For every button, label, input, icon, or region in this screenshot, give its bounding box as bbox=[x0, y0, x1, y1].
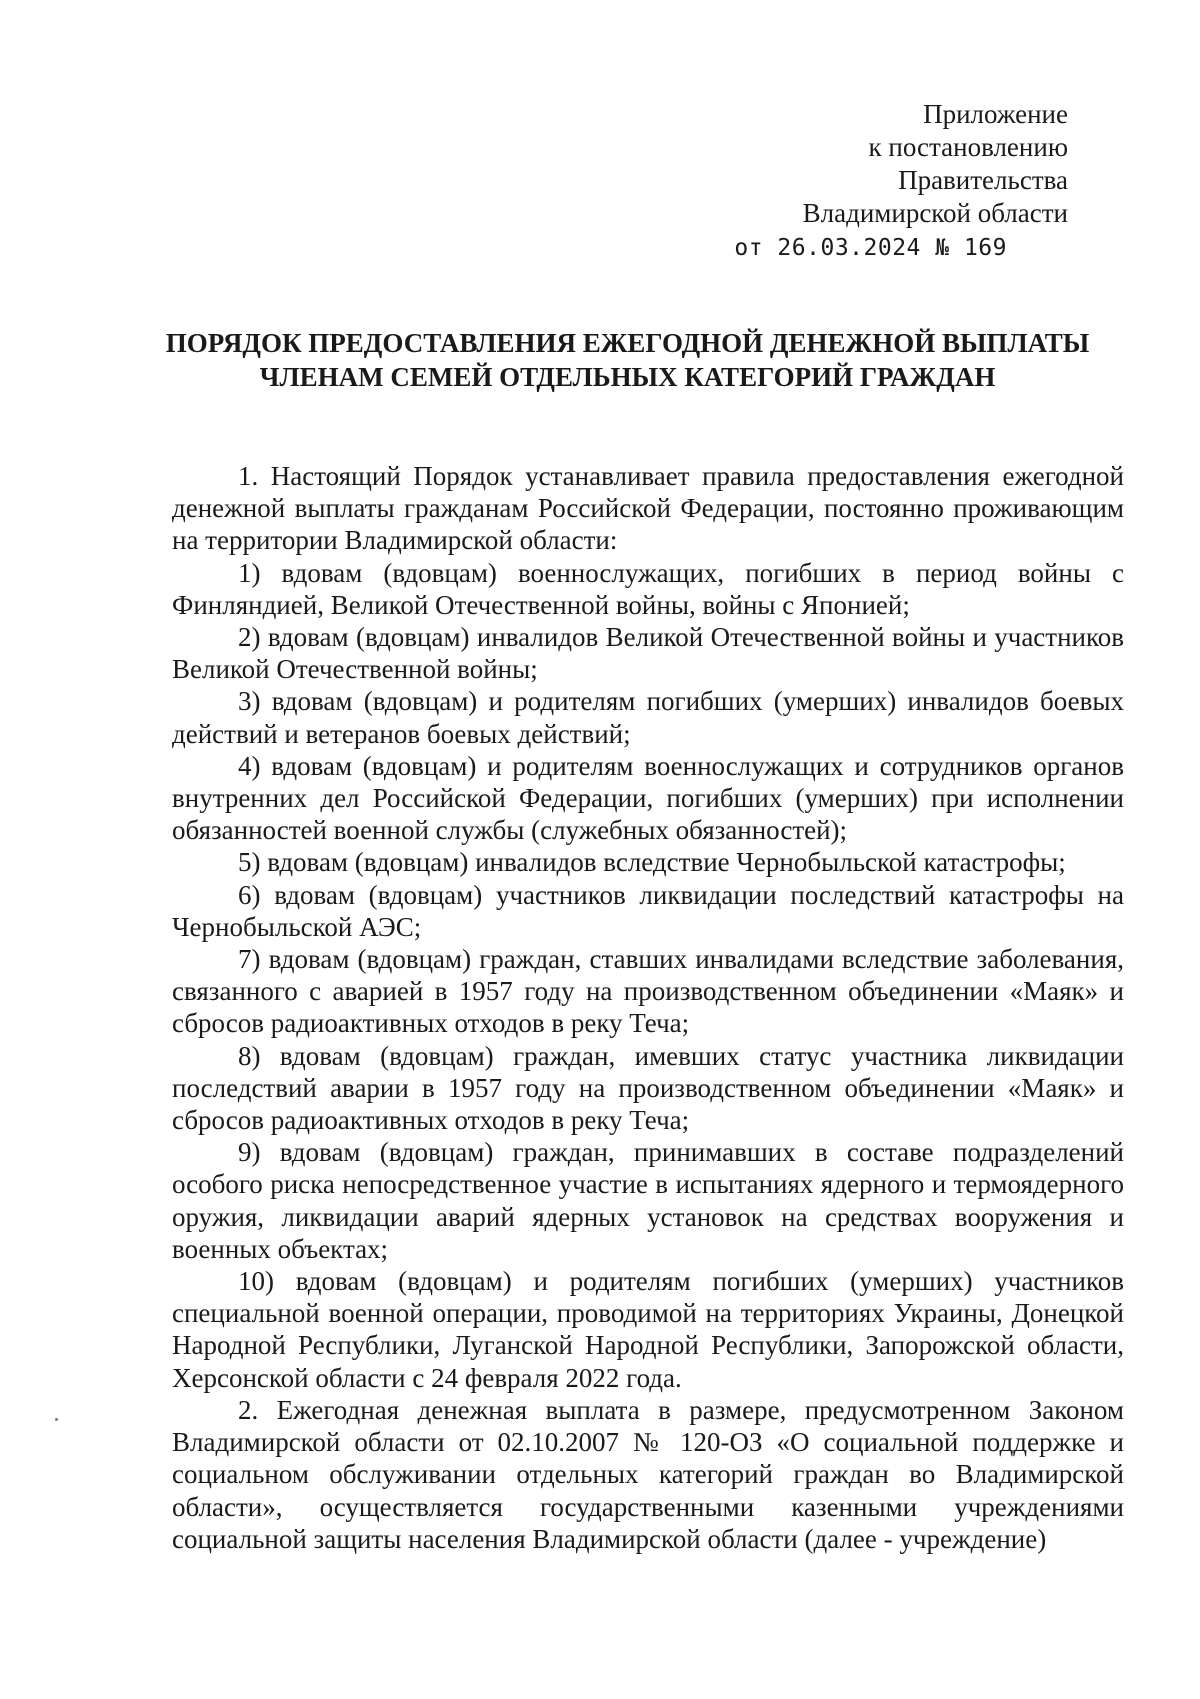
appendix-header bbox=[734, 98, 1068, 265]
appendix-date-number: от 26.03.2024 № 169 bbox=[734, 235, 1007, 261]
list-item-5: 5) вдовам (вдовцам) инвалидов вследствие Чернобыльской катастрофы; bbox=[238, 847, 1066, 878]
list-item-2: 2) вдовам (вдовцам) инвалидов Великой Отечественной войны и участников Великой Отечественной войны; bbox=[172, 622, 1124, 685]
list-item-4: 4) вдовам (вдовцам) и родителям военнослужащих и сотрудников органов внутренних дел Российской Федерации, погибших (умерших) при исполнении обязанностей военной службы (служебных обязанностей); bbox=[172, 750, 1124, 846]
list-item-1: 1) вдовам (вдовцам) военнослужащих, погибших в период войны с Финляндией, Великой Отечественной войны, войны с Японией; bbox=[172, 557, 1124, 620]
title-line-2: ЧЛЕНАМ СЕМЕЙ ОТДЕЛЬНЫХ КАТЕГОРИЙ ГРАЖДАН bbox=[259, 362, 996, 392]
paragraph-1: 1. Настоящий Порядок устанавливает правила предоставления ежегодной денежной выплаты гражданам Российской Федерации, постоянно проживающим на территории Владимирской области: bbox=[172, 461, 1124, 556]
title-line-1: ПОРЯДОК ПРЕДОСТАВЛЕНИЯ ЕЖЕГОДНОЙ ДЕНЕЖНОЙ ВЫПЛАТЫ bbox=[165, 328, 1090, 358]
appendix-line-1: Приложение bbox=[923, 99, 1068, 129]
paragraph-2: 2. Ежегодная денежная выплата в размере, предусмотренном Законом Владимирской области от 02.10.2007 № 120-ОЗ «О социальной поддержке и социальном обслуживании отдельных категорий граждан во Владимирской области», осуществляется государственными казенными учреждениями социальной защиты населения Владимирской области (далее - учреждение) bbox=[172, 1394, 1124, 1554]
scan-speck bbox=[55, 1418, 58, 1421]
list-item-9: 9) вдовам (вдовцам) граждан, принимавших в составе подразделений особого риска непосредственное участие в испытаниях ядерного и термоядерного оружия, ликвидации аварий ядерных установок на средствах вооружения и военных объектах; bbox=[172, 1137, 1124, 1264]
list-item-6: 6) вдовам (вдовцам) участников ликвидации последствий катастрофы на Чернобыльской АЭС; bbox=[172, 879, 1124, 942]
list-item-7: 7) вдовам (вдовцам) граждан, ставших инвалидами вследствие заболевания, связанного с аварией в 1957 году на производственном объединении «Маяк» и сбросов радиоактивных отходов в реку Теча; bbox=[172, 944, 1124, 1039]
appendix-line-3: Правительства bbox=[898, 165, 1068, 195]
appendix-line-4: Владимирской области bbox=[802, 198, 1068, 228]
list-item-10: 10) вдовам (вдовцам) и родителям погибших (умерших) участников специальной военной операции, проводимой на территориях Украины, Донецкой Народной Республики, Луганской Народной Республики, Запорожской области, Херсонской области с 24 февраля 2022 года. bbox=[172, 1266, 1124, 1393]
document-title bbox=[160, 326, 1095, 394]
list-item-8: 8) вдовам (вдовцам) граждан, имевших статус участника ликвидации последствий аварии в 1957 году на производственном объединении «Маяк» и сбросов радиоактивных отходов в реку Теча; bbox=[172, 1040, 1124, 1136]
list-item-3: 3) вдовам (вдовцам) и родителям погибших (умерших) инвалидов боевых действий и ветеранов боевых действий; bbox=[172, 686, 1124, 749]
document-body bbox=[172, 460, 1124, 1555]
appendix-line-2: к постановлению bbox=[868, 132, 1068, 162]
